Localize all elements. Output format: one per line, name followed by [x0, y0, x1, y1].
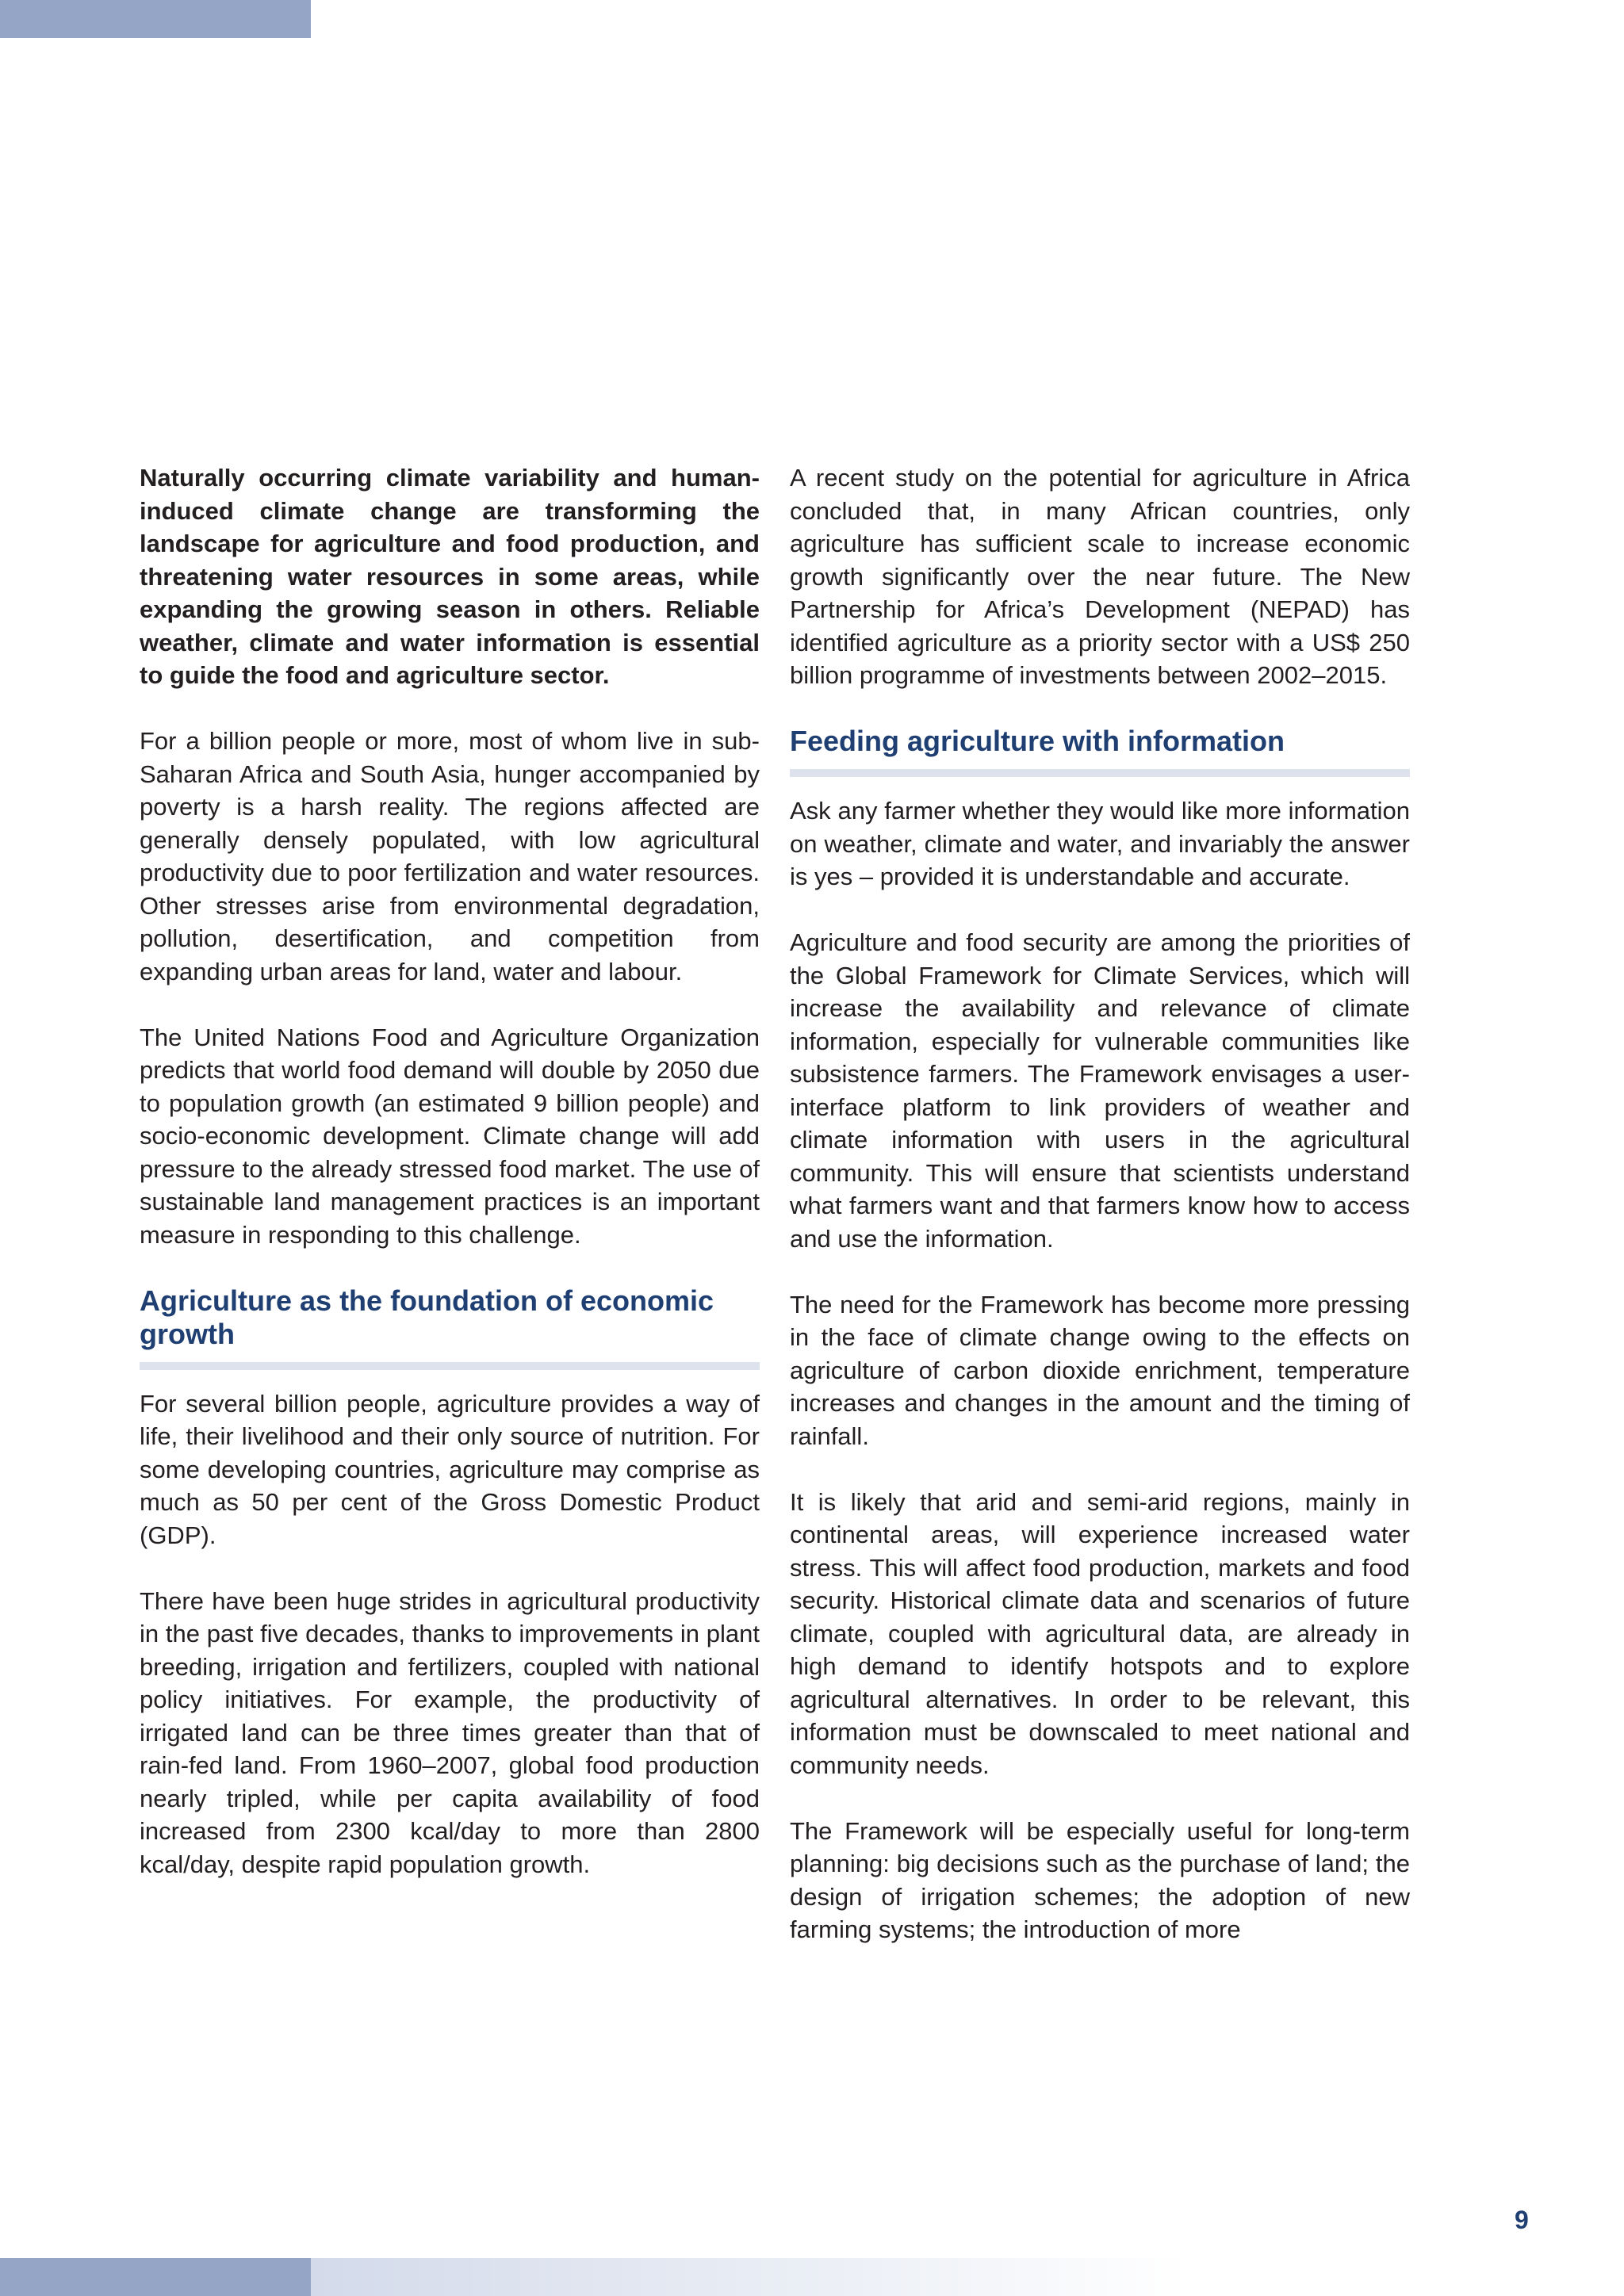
section-heading: Agriculture as the foundation of economic growth [140, 1284, 760, 1370]
paragraph: For several billion people, agriculture provides a way of life, their livelihood and their only source of nutrition. For some developing countries, agriculture may comprise as much as 50 per cent of the Gross Domestic Product (GDP). [140, 1389, 760, 1549]
paragraph: A recent study on the potential for agriculture in Africa concluded that, in many African countries, only agriculture has sufficient scale to increase economic growth significantly over the near future. The New Partnership for Africa’s Development (NEPAD) has identified agriculture as a priority sector with a US$ 250 billion programme of investments between 2002–2015. [790, 464, 1410, 689]
lead-paragraph: Naturally occurring climate variability and human-induced climate change are transforming the landscape for agriculture and food production, and threatening water resources in some areas, while expanding the growing season in others. Reliable weather, climate and water information is essential to guide the food and agriculture sector. [140, 464, 760, 689]
paragraph: There have been huge strides in agricultural productivity in the past five decades, thanks to improvements in plant breeding, irrigation and fertilizers, coupled with national policy initiatives. For example, the productivity of irrigated land can be three times greater than that of rain-fed land. From 1960–2007, global food production nearly tripled, while per capita availability of food increased from 2300 kcal/day to more than 2800 kcal/day, despite rapid population growth. [140, 1586, 760, 1878]
paragraph: It is likely that arid and semi-arid regions, mainly in continental areas, will experience increased water stress. This will affect food production, markets and food security. Historical climate data and scenarios of future climate, coupled with agricultural data, are already in high demand to identify hotspots and to explore agricultural alternatives. In order to be relevant, this information must be downscaled to meet national and community needs. [790, 1487, 1410, 1779]
paragraph: The Framework will be especially useful for long-term planning: big decisions such as the purchase of land; the design of irrigation schemes; the adoption of new farming systems; the introduction of more [790, 1816, 1410, 1943]
paragraph: The United Nations Food and Agriculture Organization predicts that world food demand will double by 2050 due to population growth (an estimated 9 billion people) and socio-economic development. Climate change will add pressure to the already stressed food market. The use of sustainable land management practices is an important measure in responding to this challenge. [140, 1023, 760, 1249]
paragraph: For a billion people or more, most of whom live in sub-Saharan Africa and South Asia, hunger accompanied by poverty is a harsh reality. The regions affected are generally densely populated, with low agricultural productivity due to poor fertilization and water resources. Other stresses arise from environmental degradation, pollution, desertification, and competition from expanding urban areas for land, water and labour. [140, 727, 760, 985]
section-heading: Feeding agriculture with information [790, 725, 1410, 777]
paragraph: Ask any farmer whether they would like more information on weather, climate and water, and invariably the answer is yes – provided it is understandable and accurate. [790, 797, 1410, 890]
right-column [790, 461, 1410, 1979]
paragraph: Agriculture and food security are among the priorities of the Global Framework for Climate Services, which will increase the availability and relevance of climate information, especially for vulnerable communities like subsistence farmers. The Framework envisages a user-interface platform to link providers of weather and climate information with users in the agricultural community. This will ensure that scientists understand what farmers want and that farmers know how to access and use the information. [790, 928, 1410, 1253]
left-column [140, 461, 760, 1914]
page-number: 9 [1515, 2206, 1529, 2234]
paragraph: The need for the Framework has become more pressing in the face of climate change owing to the effects on agriculture of carbon dioxide enrichment, temperature increases and changes in the amount and the timing of rainfall. [790, 1290, 1410, 1450]
bottom-accent-bar [0, 2258, 1624, 2296]
top-accent-bar [0, 0, 311, 38]
